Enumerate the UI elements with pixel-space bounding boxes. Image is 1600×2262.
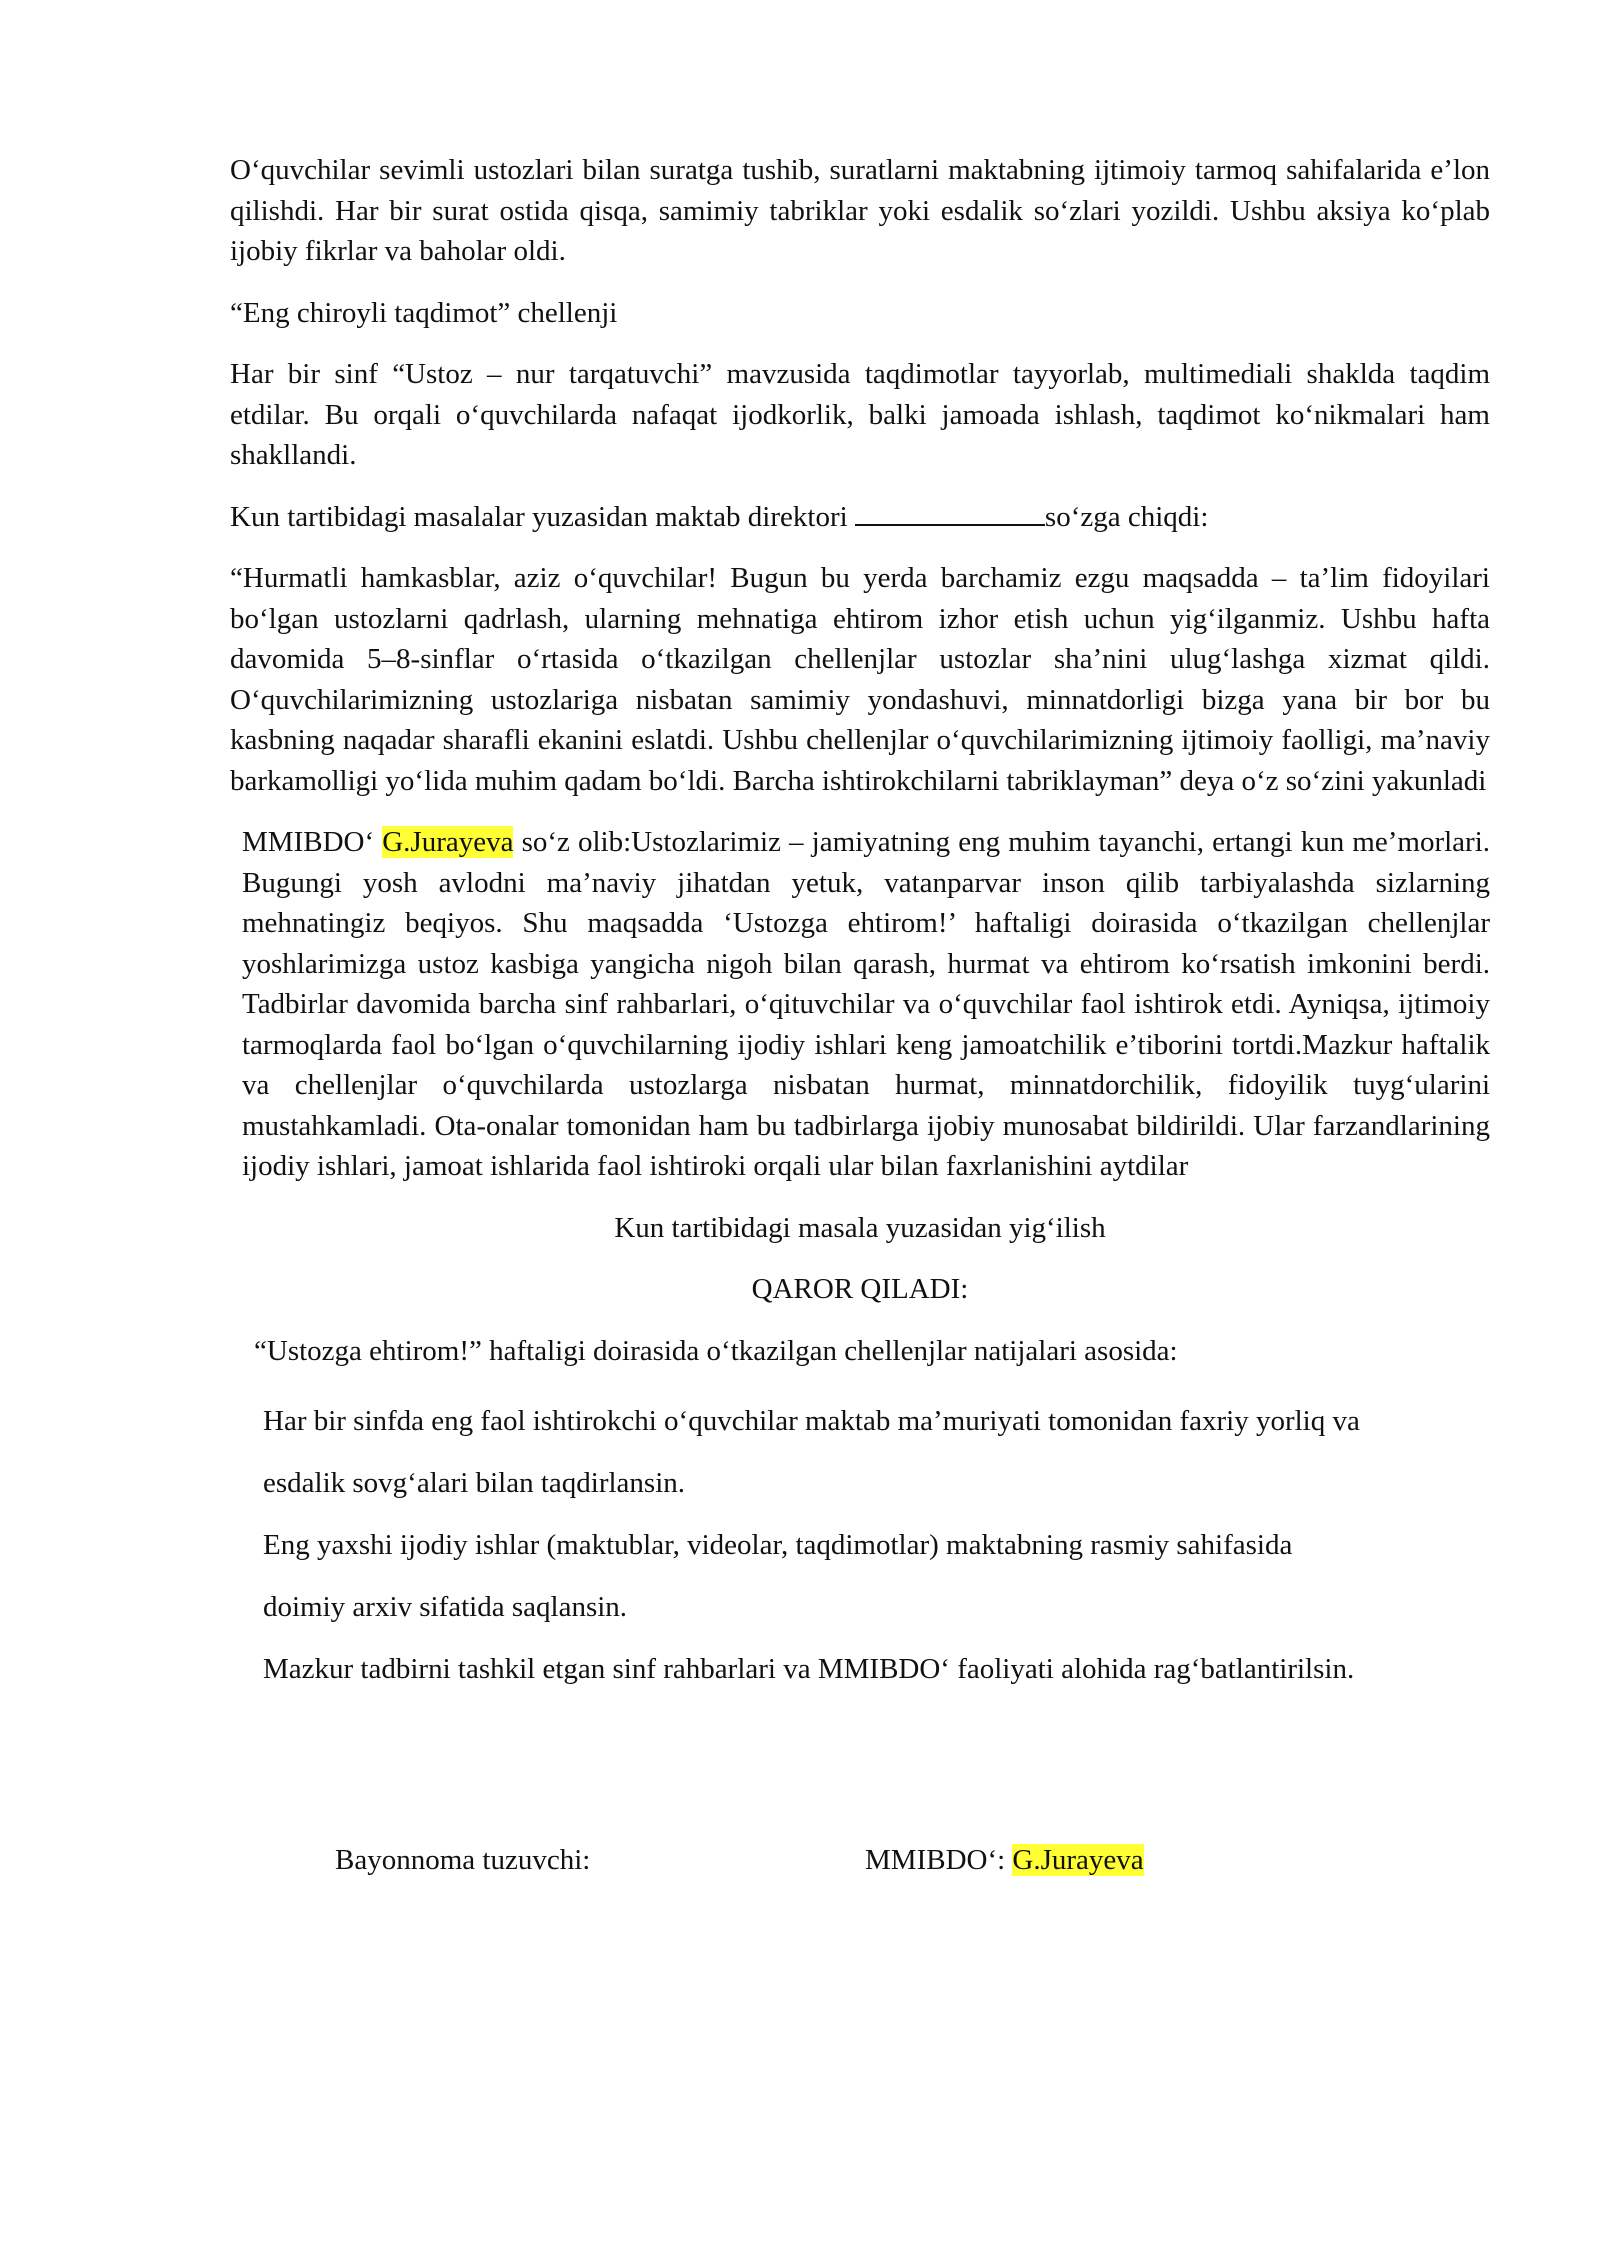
challenge-heading: “Eng chiroyli taqdimot” chellenji <box>230 296 618 329</box>
paragraph-presentation: Har bir sinf “Ustoz – nur tarqatuvchi” mavzusida taqdimotlar tayyorlab, multimediali shaklda taqdim etdilar. Bu orqali o‘quvchilarda nafaqat ijodkorlik, balki jamoada ishlash, taqdimot ko‘nikmalari ham shakllandi. <box>230 358 1490 471</box>
mmibdo-name-highlight: G.Jurayeva <box>382 826 514 858</box>
decision-meeting-line: Kun tartibidagi masala yuzasidan yig‘ilish <box>614 1211 1106 1244</box>
decision-title: QAROR QILADI: <box>751 1273 969 1305</box>
mmibdo-signature <box>865 1844 1144 1877</box>
director-intro-text: Kun tartibidagi masalalar yuzasidan maktab direktori <box>230 500 855 533</box>
decision-item: doimiy arxiv sifatida saqlansin. <box>263 1591 628 1623</box>
paragraph-director-speech-intro <box>230 497 1490 538</box>
minutes-author-label: Bayonnoma tuzuvchi: <box>335 1844 591 1876</box>
director-intro-suffix: so‘zga chiqdi: <box>1044 500 1209 533</box>
mmibdo-speech-text: so‘z olib:Ustozlarimiz – jamiyatning eng muhim tayanchi, ertangi kun me’morlari. Bugungi yosh avlodni ma’naviy jihatdan yetuk, vatanparvar inson qilib tarbiyalashda sizlarning mehnatingiz beqiyos. Shu maqsadda ‘Ustozga ehtirom!’ haftaligi doirasida o‘tkazilgan chellenjlar yoshlarimizga ustoz kasbiga yangicha nigoh bilan qarash, hurmat va ehtirom ko‘rsatish imkonini berdi. Tadbirlar davomida barcha sinf rahbarlari, o‘qituvchilar va o‘quvchilar faol ishtirok etdi. Ayniqsa, ijtimoiy tarmoqlarda faol bo‘lgan o‘quvchilarning ijodiy ishlari keng jamoatchilik e’tiborini tortdi.Mazkur haftalik va chellenjlar o‘quvchilarda ustozlarga nisbatan hurmat, minnatdorchilik, fidoyilik tuyg‘ularini mustahkamladi. Ota-onalar tomonidan ham bu tadbirlarga ijobiy munosabat bildirildi. Ular farzandlarining ijodiy ishlari, jamoat ishlarida faol ishtiroki orqali ular bilan faxrlanishini aytdilar <box>242 826 1490 1182</box>
document-page <box>230 150 1490 1700</box>
mmibdo-signature-name: G.Jurayeva <box>1012 1844 1144 1876</box>
mmibdo-signature-label: MMIBDO‘: <box>865 1844 1013 1876</box>
decision-intro: “Ustozga ehtirom!” haftaligi doirasida o‘tkazilgan chellenjlar natijalari asosida: <box>254 1334 1178 1367</box>
paragraph-mmibdo-speech <box>230 822 1490 1187</box>
decision-item: Mazkur tadbirni tashkil etgan sinf rahbarlari va MMIBDO‘ faoliyati alohida rag‘batlantirilsin. <box>263 1653 1355 1685</box>
decision-item: Har bir sinfda eng faol ishtirokchi o‘quvchilar maktab ma’muriyati tomonidan faxriy yorliq va <box>263 1405 1360 1437</box>
paragraph-director-speech: “Hurmatli hamkasblar, aziz o‘quvchilar! Bugun bu yerda barchamiz ezgu maqsadda – ta’lim fidoyilari bo‘lgan ustozlarni qadrlash, ularning mehnatiga ehtirom izhor etish uchun yig‘ilganmiz. Ushbu hafta davomida 5–8-sinflar o‘rtasida o‘tkazilgan chellenjlar ustozlar sha’nini ulug‘lashga xizmat qildi. O‘quvchilarimizning ustozlariga nisbatan samimiy yondashuvi, minnatdorligi bizga yana bir bor bu kasbning naqadar sharafli ekanini eslatdi. Ushbu chellenjlar o‘quvchilarimizning ijtimoiy faolligi, ma’naviy barkamolligi yo‘lida muhim qadam bo‘ldi. Barcha ishtirokchilarni tabriklayman” deya o‘z so‘zini yakunladi <box>230 562 1490 797</box>
decision-item: Eng yaxshi ijodiy ishlar (maktublar, videolar, taqdimotlar) maktabning rasmiy sahifasida <box>263 1529 1293 1561</box>
mmibdo-prefix: MMIBDO‘ <box>242 826 383 858</box>
paragraph-photo-action: O‘quvchilar sevimli ustozlari bilan suratga tushib, suratlarni maktabning ijtimoiy tarmoq sahifalarida e’lon qilishdi. Har bir surat ostida qisqa, samimiy tabriklar yoki esdalik so‘zlari yozildi. Ushbu aksiya ko‘plab ijobiy fikrlar va baholar oldi. <box>230 154 1490 267</box>
director-name-blank <box>855 500 1045 526</box>
decision-list <box>230 1390 1490 1700</box>
signature-block <box>335 1844 1144 1877</box>
decision-item: esdalik sovg‘alari bilan taqdirlansin. <box>263 1467 686 1499</box>
